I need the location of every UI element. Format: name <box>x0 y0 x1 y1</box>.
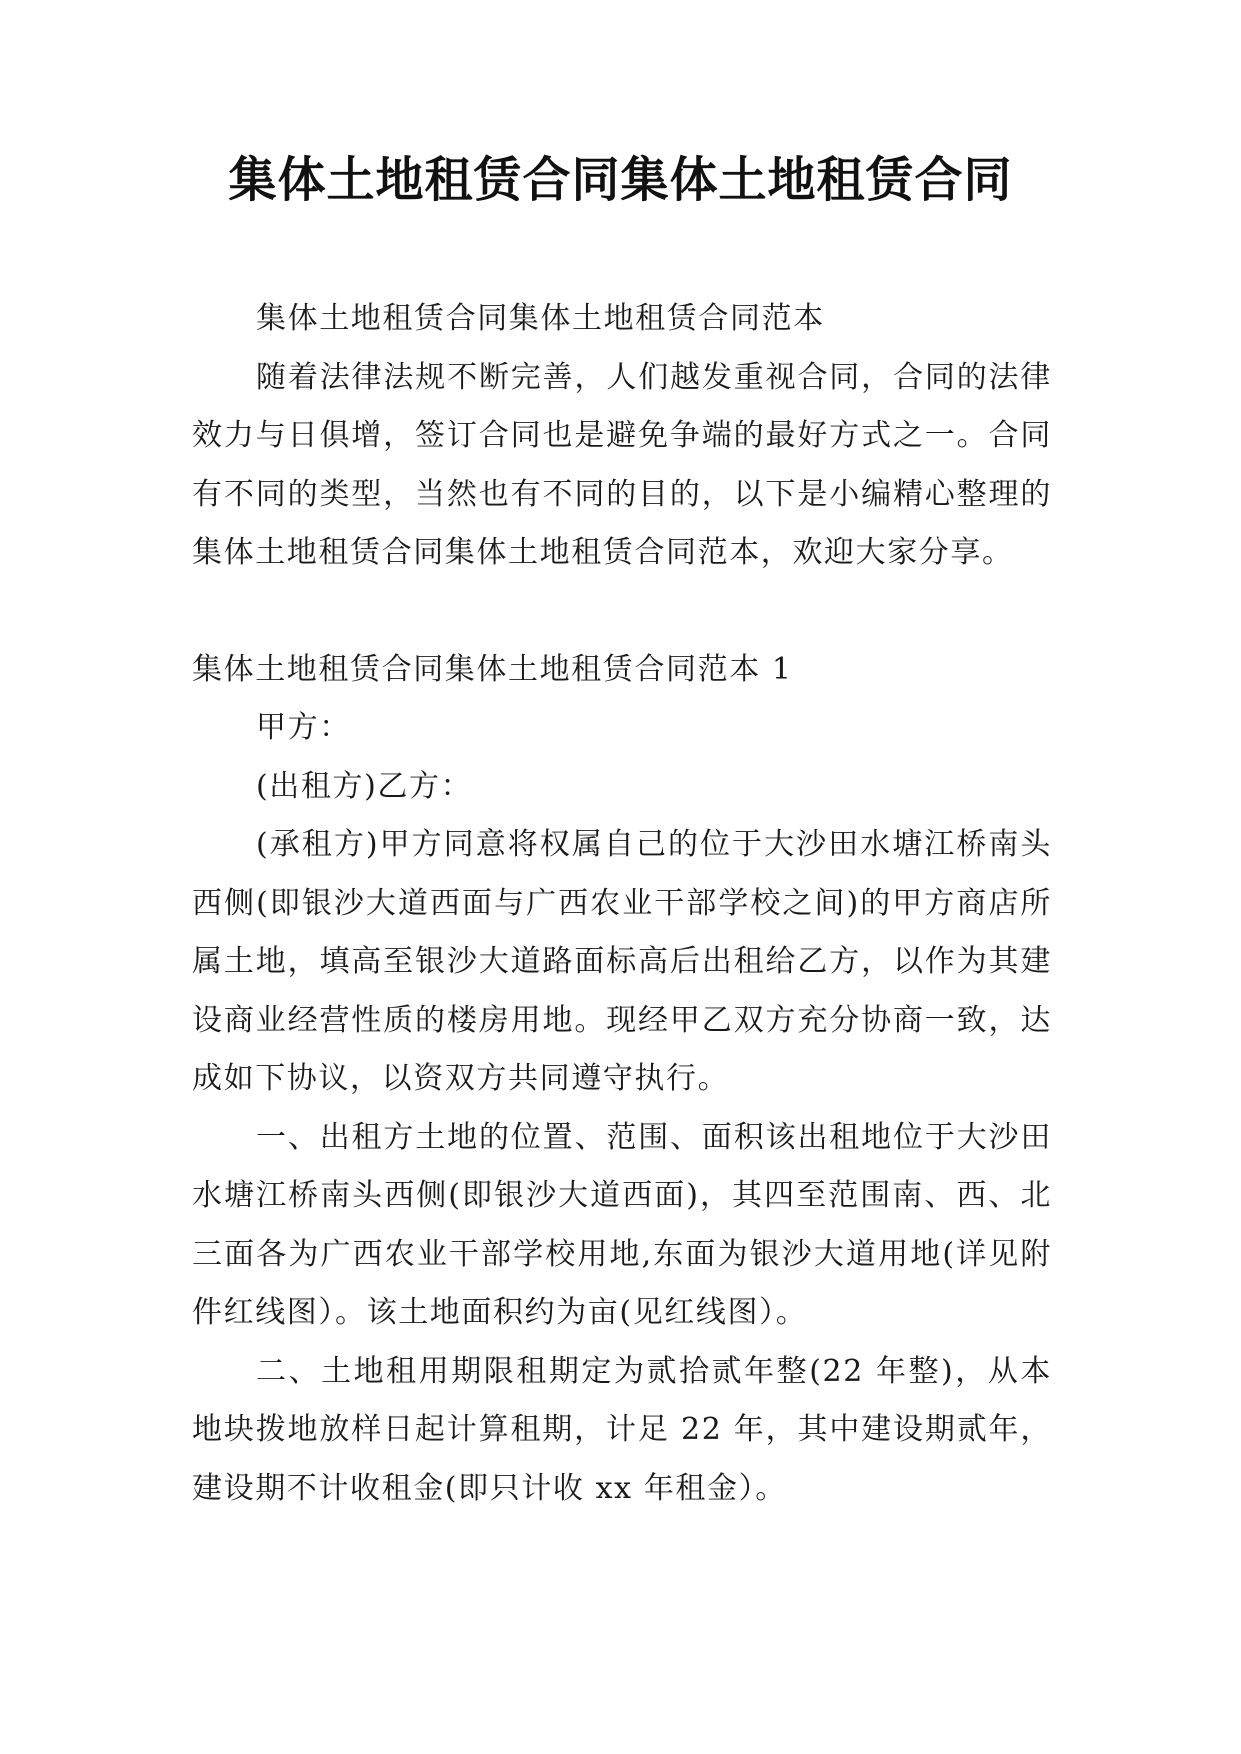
document-body <box>192 290 1052 1518</box>
intro-paragraph: 随着法律法规不断完善，人们越发重视合同，合同的法律效力与日俱增，签订合同也是避免争端的最好方式之一。合同有不同的类型，当然也有不同的目的，以下是小编精心整理的集体土地租赁合同集体土地租赁合同范本，欢迎大家分享。 <box>192 359 1052 570</box>
party-b-line: (出租方)乙方： <box>256 768 473 804</box>
section-heading: 集体土地租赁合同集体土地租赁合同范本 1 <box>192 651 793 687</box>
document-title: 集体土地租赁合同集体土地租赁合同 <box>228 152 1013 208</box>
lease-intro-paragraph: (承租方)甲方同意将权属自己的位于大沙田水塘江桥南头西侧(即银沙大道西面与广西农业干部学校之间)的甲方商店所属土地，填高至银沙大道路面标高后出租给乙方，以作为其建设商业经营性质的楼房用地。现经甲乙双方充分协商一致，达成如下协议，以资双方共同遵守执行。 <box>192 827 1052 1096</box>
document-subtitle: 集体土地租赁合同集体土地租赁合同范本 <box>256 301 825 336</box>
clause-1-paragraph: 一、出租方土地的位置、范围、面积该出租地位于大沙田水塘江桥南头西侧(即银沙大道西面)，其四至范围南、西、北三面各为广西农业干部学校用地,东面为银沙大道用地(详见附件红线图）。该土地面积约为亩(见红线图）。 <box>192 1119 1052 1330</box>
clause-2-paragraph: 二、土地租用期限租期定为贰拾贰年整(22 年整)，从本地块拨地放样日起计算租期，计足 22 年，其中建设期贰年，建设期不计收租金(即只计收 xx 年租金）。 <box>192 1353 1052 1506</box>
paragraph-gap <box>192 583 1052 641</box>
party-a-line: 甲方： <box>256 710 351 745</box>
